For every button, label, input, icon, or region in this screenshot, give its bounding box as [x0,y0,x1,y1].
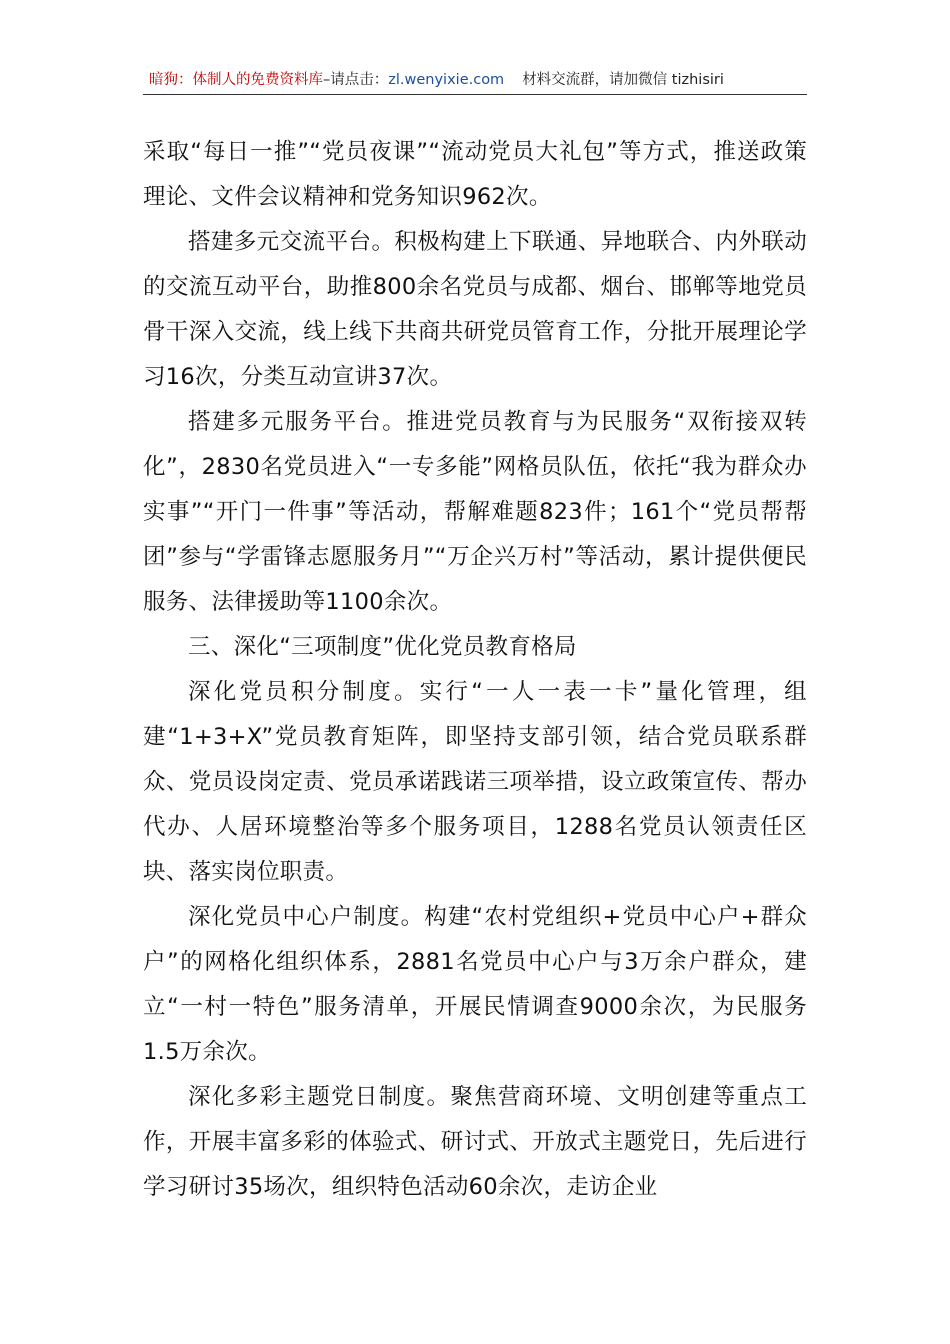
paragraph-center-household: 深化党员中心户制度。构建“农村党组织+党员中心户+群众户”的网格化组织体系，2881名党员中心户与3万余户群众，建立“一村一特色”服务清单，开展民情调查9000余次，为民服务1.5万余次。 [143,904,807,1065]
paragraph-continued: 采取“每日一推”“党员夜课”“流动党员大礼包”等方式，推送政策理论、文件会议精神和党务知识962次。 [143,139,807,210]
section-heading-three: 三、深化“三项制度”优化党员教育格局 [188,634,577,660]
document-body [143,130,807,1210]
header-brand: 暗狗：体制人的免费资料库 [149,72,323,88]
paragraph-exchange-platform: 搭建多元交流平台。积极构建上下联通、异地联合、内外联动的交流互动平台，助推800余名党员与成都、烟台、邯郸等地党员骨干深入交流，线上线下共商共研党员管育工作，分批开展理论学习16次，分类互动宣讲37次。 [143,229,807,390]
header-link[interactable]: zl.wenyixie.com [388,72,505,88]
paragraph-points-system: 深化党员积分制度。实行“一人一表一卡”量化管理，组建“1+3+X”党员教育矩阵，即坚持支部引领，结合党员联系群众、党员设岗定责、党员承诺践诺三项举措，设立政策宣传、帮办代办、人居环境整治等多个服务项目，1288名党员认领责任区块、落实岗位职责。 [143,679,807,885]
paragraph-theme-day: 深化多彩主题党日制度。聚焦营商环境、文明创建等重点工作，开展丰富多彩的体验式、研讨式、开放式主题党日，先后进行学习研讨35场次，组织特色活动60余次，走访企业 [143,1084,807,1200]
page-header [143,68,807,95]
paragraph-service-platform: 搭建多元服务平台。推进党员教育与为民服务“双衔接双转化”，2830名党员进入“一专多能”网格员队伍，依托“我为群众办实事”“开门一件事”等活动，帮解难题823件；161个“党员帮帮团”参与“学雷锋志愿服务月”“万企兴万村”等活动，累计提供便民服务、法律援助等1100余次。 [143,409,807,615]
header-click-prefix: –请点击： [323,72,389,88]
header-group-note: 材料交流群，请加微信 tizhisiri [522,72,724,88]
